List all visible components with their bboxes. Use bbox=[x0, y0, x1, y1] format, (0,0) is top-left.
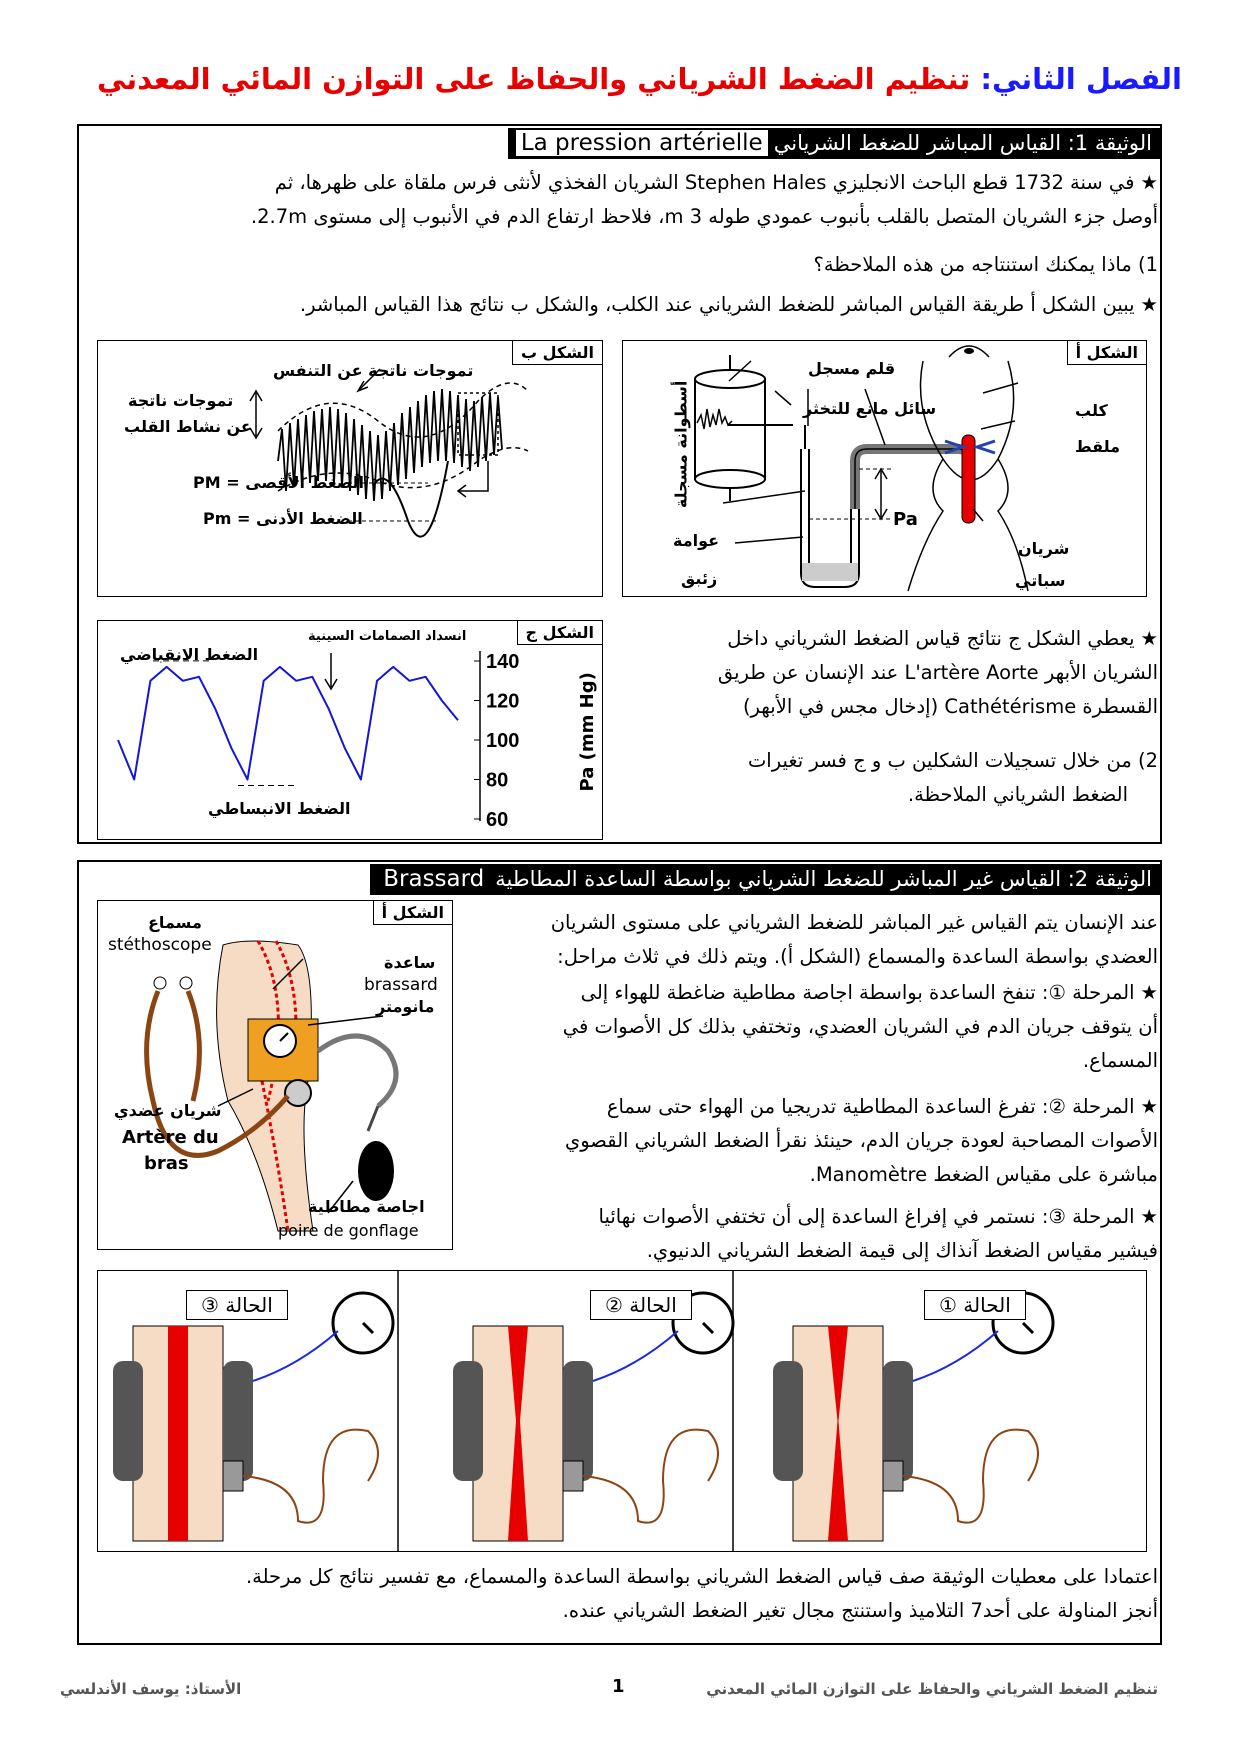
doc1-header-ar: الوثيقة 1: القياس المباشر للضغط الشرياني bbox=[773, 131, 1152, 155]
artery-label-1: شريان bbox=[1018, 539, 1070, 558]
stethoscope-label-ar: مسماع bbox=[148, 913, 202, 932]
chart-series-line bbox=[118, 667, 458, 780]
systolic-label: الضغط الانقباضي bbox=[120, 645, 259, 664]
chart-y-tick-label: 100 bbox=[486, 730, 520, 752]
figure-b-label: الشكل ب bbox=[512, 340, 603, 365]
chapter-label: الفصل الثاني: bbox=[980, 62, 1182, 96]
doc1-q2-line2: الضغط الشرياني الملاحظة. bbox=[907, 783, 1128, 806]
chart-y-tick-label: 60 bbox=[486, 809, 509, 831]
doc2-s2-line2: الأصوات المصاحبة لعودة جريان الدم، حينئذ نقرأ الضغط الشرياني القصوي bbox=[564, 1129, 1158, 1152]
doc1-p1-line2: أوصل جزء الشريان المتصل بالقلب بأنبوب عمودي طوله 3 m، فلاحظ ارتفاع الدم في الأنبوب إلى مستوى 2.7m. bbox=[250, 205, 1158, 228]
figure-a-label: الشكل أ bbox=[1067, 340, 1147, 365]
doc1-figure-b bbox=[97, 340, 603, 597]
doc1-header bbox=[508, 128, 1160, 159]
doc1-paragraph-2 bbox=[83, 288, 1158, 322]
doc1-figure-a bbox=[622, 340, 1147, 597]
doc2-task-line1: اعتمادا على معطيات الوثيقة صف قياس الضغط الشرياني بواسطة الساعدة والمسماع، مع تفسير نتائج كل مرحلة. bbox=[245, 1565, 1158, 1588]
doc1-p3-line2: الشريان الأبهر L'artère Aorte عند الإنسان عن طريق bbox=[717, 661, 1158, 684]
state-3-stethoscope-tube bbox=[243, 1430, 378, 1523]
star-icon: ★ bbox=[1140, 627, 1158, 650]
star-icon: ★ bbox=[1140, 293, 1158, 316]
valves-label: انسداد الصمامات السينية bbox=[308, 629, 467, 644]
doc2-header bbox=[370, 864, 1160, 895]
clamp-label: ملقط bbox=[1075, 437, 1121, 456]
doc1-p3-line3: القسطرة Cathétérisme (إدخال مجس في الأبهر) bbox=[742, 695, 1158, 718]
doc2-figure-a bbox=[97, 900, 453, 1250]
state-1-stethoscope-tube bbox=[903, 1430, 1038, 1523]
doc2-s2-line3: مباشرة على مقياس الضغط Manomètre. bbox=[809, 1163, 1158, 1186]
doc1-question-2 bbox=[628, 744, 1158, 812]
artery-label-ar: شريان عضدي bbox=[114, 1101, 222, 1120]
doc2-stage-3 bbox=[480, 1200, 1158, 1268]
chart-y-tick-label: 140 bbox=[486, 651, 520, 673]
heart-label-1: تموجات ناتجة bbox=[128, 391, 234, 410]
star-icon: ★ bbox=[1140, 1095, 1158, 1118]
artery-label-fr-2: bras bbox=[144, 1153, 189, 1174]
doc2-header-fr: Brassard bbox=[378, 866, 489, 892]
heart-label-2: عن نشاط القلب bbox=[124, 417, 252, 436]
float-label: عوامة bbox=[673, 531, 720, 550]
doc1-p3-line1: يعطي الشكل ج نتائج قياس الضغط الشرياني داخل bbox=[727, 627, 1135, 650]
doc2-intro bbox=[480, 906, 1158, 974]
pmax-label: الضغط الأقصى = PM bbox=[193, 473, 365, 492]
pa-label: Pa bbox=[893, 509, 918, 530]
doc2-s1-line1: المرحلة ①: تنفخ الساعدة بواسطة اجاصة مطاطية ضاغطة للهواء إلى bbox=[580, 981, 1135, 1004]
doc1-p1-line1: في سنة 1732 قطع الباحث الانجليزي Stephen Hales الشريان الفخذي لأنثى فرس ملقاة على ظهرها، ثم bbox=[274, 171, 1135, 194]
star-icon: ★ bbox=[1140, 981, 1158, 1004]
state-2-cuff-left bbox=[453, 1361, 483, 1481]
doc2-intro-line1: عند الإنسان يتم القياس غير المباشر للضغط الشرياني على مستوى الشريان bbox=[550, 911, 1158, 934]
valve-closure-arrow bbox=[325, 653, 337, 689]
dog-setup-diagram bbox=[623, 341, 1147, 597]
pmin-label: الضغط الأدنى = Pm bbox=[203, 509, 363, 528]
cylinder-label: أسطوانة مسجلة bbox=[671, 380, 691, 509]
footer-page-number: 1 bbox=[612, 1676, 625, 1697]
chapter-topic: تنظيم الضغط الشرياني والحفاظ على التوازن المائي المعدني bbox=[96, 62, 981, 96]
doc1-paragraph-3 bbox=[628, 622, 1158, 724]
state-2-tube bbox=[593, 1331, 678, 1381]
fluid-label: سائل مانع للتخثر bbox=[803, 399, 937, 418]
state-2-stethoscope-tube bbox=[583, 1430, 718, 1523]
brassard-label-ar: ساعدة bbox=[384, 953, 436, 972]
chart-y-tick-label: 80 bbox=[486, 769, 509, 792]
doc2-stage-1 bbox=[480, 976, 1158, 1078]
brassard-label-fr: brassard bbox=[364, 975, 438, 995]
respiration-label: تموجات ناتجة عن التنفس bbox=[273, 361, 474, 380]
state-1-stethoscope-head bbox=[883, 1461, 903, 1491]
stethoscope-label-fr: stéthoscope bbox=[108, 935, 212, 955]
state-3-stethoscope-head bbox=[223, 1461, 243, 1491]
state-3-tube bbox=[253, 1331, 338, 1381]
bulb-label-ar: اجاصة مطاطية bbox=[308, 1197, 425, 1216]
doc1-figure-c bbox=[97, 620, 603, 840]
diastolic-label: الضغط الانبساطي bbox=[208, 799, 351, 818]
mercury-label: زئبق bbox=[681, 569, 718, 588]
doc1-paragraph-1 bbox=[83, 166, 1158, 234]
doc2-header-ar: الوثيقة 2: القياس غير المباشر للضغط الشرياني بواسطة الساعدة المطاطية bbox=[495, 867, 1152, 891]
bulb-label-fr: poire de gonflage bbox=[278, 1221, 419, 1240]
doc1-question-1: 1) ماذا يمكنك استنتاجه من هذه الملاحظة؟ bbox=[813, 253, 1158, 276]
doc2-s3-line1: المرحلة ③: نستمر في إفراغ الساعدة إلى أن تختفي الأصوات نهائيا bbox=[598, 1205, 1135, 1228]
artery-label-2: سباتي bbox=[1015, 571, 1066, 590]
state-3-artery bbox=[168, 1326, 188, 1541]
dog-label: كلب bbox=[1075, 401, 1108, 420]
state-1-tube bbox=[913, 1331, 998, 1381]
doc2-s1-line3: المسماع. bbox=[1082, 1049, 1158, 1072]
state-2-stethoscope-head bbox=[563, 1461, 583, 1491]
state-3-label: الحالة ③ bbox=[186, 1290, 288, 1320]
state-1-label: الحالة ① bbox=[924, 1290, 1026, 1320]
chart-y-axis-label: Pa (mm Hg) bbox=[576, 672, 598, 792]
doc1-header-fr: La pression artérielle bbox=[516, 130, 768, 156]
chart-y-tick-label: 120 bbox=[486, 690, 520, 713]
doc2-intro-line2: العضدي بواسطة الساعدة والمسماع (الشكل أ). ويتم ذلك في ثلاث مراحل: bbox=[557, 945, 1158, 968]
doc2-task bbox=[83, 1560, 1158, 1628]
doc1-p2-text: يبين الشكل أ طريقة القياس المباشر للضغط الشرياني عند الكلب، والشكل ب نتائج هذا القياس المباشر. bbox=[299, 293, 1135, 316]
doc2-s1-line2: أن يتوقف جريان الدم في الشريان العضدي، وتختفي بذلك كل الأصوات في bbox=[562, 1015, 1158, 1038]
star-icon: ★ bbox=[1140, 171, 1158, 194]
state-3-cuff-left bbox=[113, 1361, 143, 1481]
pen-label: قلم مسجل bbox=[808, 359, 896, 378]
state-1-cuff-left bbox=[773, 1361, 803, 1481]
figure-c-label: الشكل ج bbox=[517, 620, 603, 645]
footer-author: الأستاذ: يوسف الأندلسي bbox=[60, 1680, 242, 1698]
doc2-stage-2 bbox=[480, 1090, 1158, 1192]
manometer-label: مانومتر bbox=[376, 997, 435, 1016]
doc1-q2-line1: 2) من خلال تسجيلات الشكلين ب و ج فسر تغيرات bbox=[747, 749, 1158, 772]
doc2-s3-line2: فيشير مقياس الضغط آنذاك إلى قيمة الضغط الشرياني الدنيوي. bbox=[646, 1239, 1158, 1262]
artery-label-fr-1: Artère du bbox=[122, 1127, 219, 1148]
doc2-task-line2: أنجز المناولة على أحد7 التلاميذ واستنتج مجال تغير الضغط الشرياني عنده. bbox=[562, 1599, 1158, 1622]
state-2-label: الحالة ② bbox=[590, 1290, 692, 1320]
doc2-s2-line1: المرحلة ②: تفرغ الساعدة المطاطية تدريجيا من الهواء حتى سماع bbox=[606, 1095, 1135, 1118]
figure-2a-label: الشكل أ bbox=[373, 900, 453, 925]
page-title bbox=[60, 62, 1182, 96]
footer-chapter: تنظيم الضغط الشرياني والحفاظ على التوازن المائي المعدني bbox=[706, 1680, 1158, 1698]
star-icon: ★ bbox=[1140, 1205, 1158, 1228]
